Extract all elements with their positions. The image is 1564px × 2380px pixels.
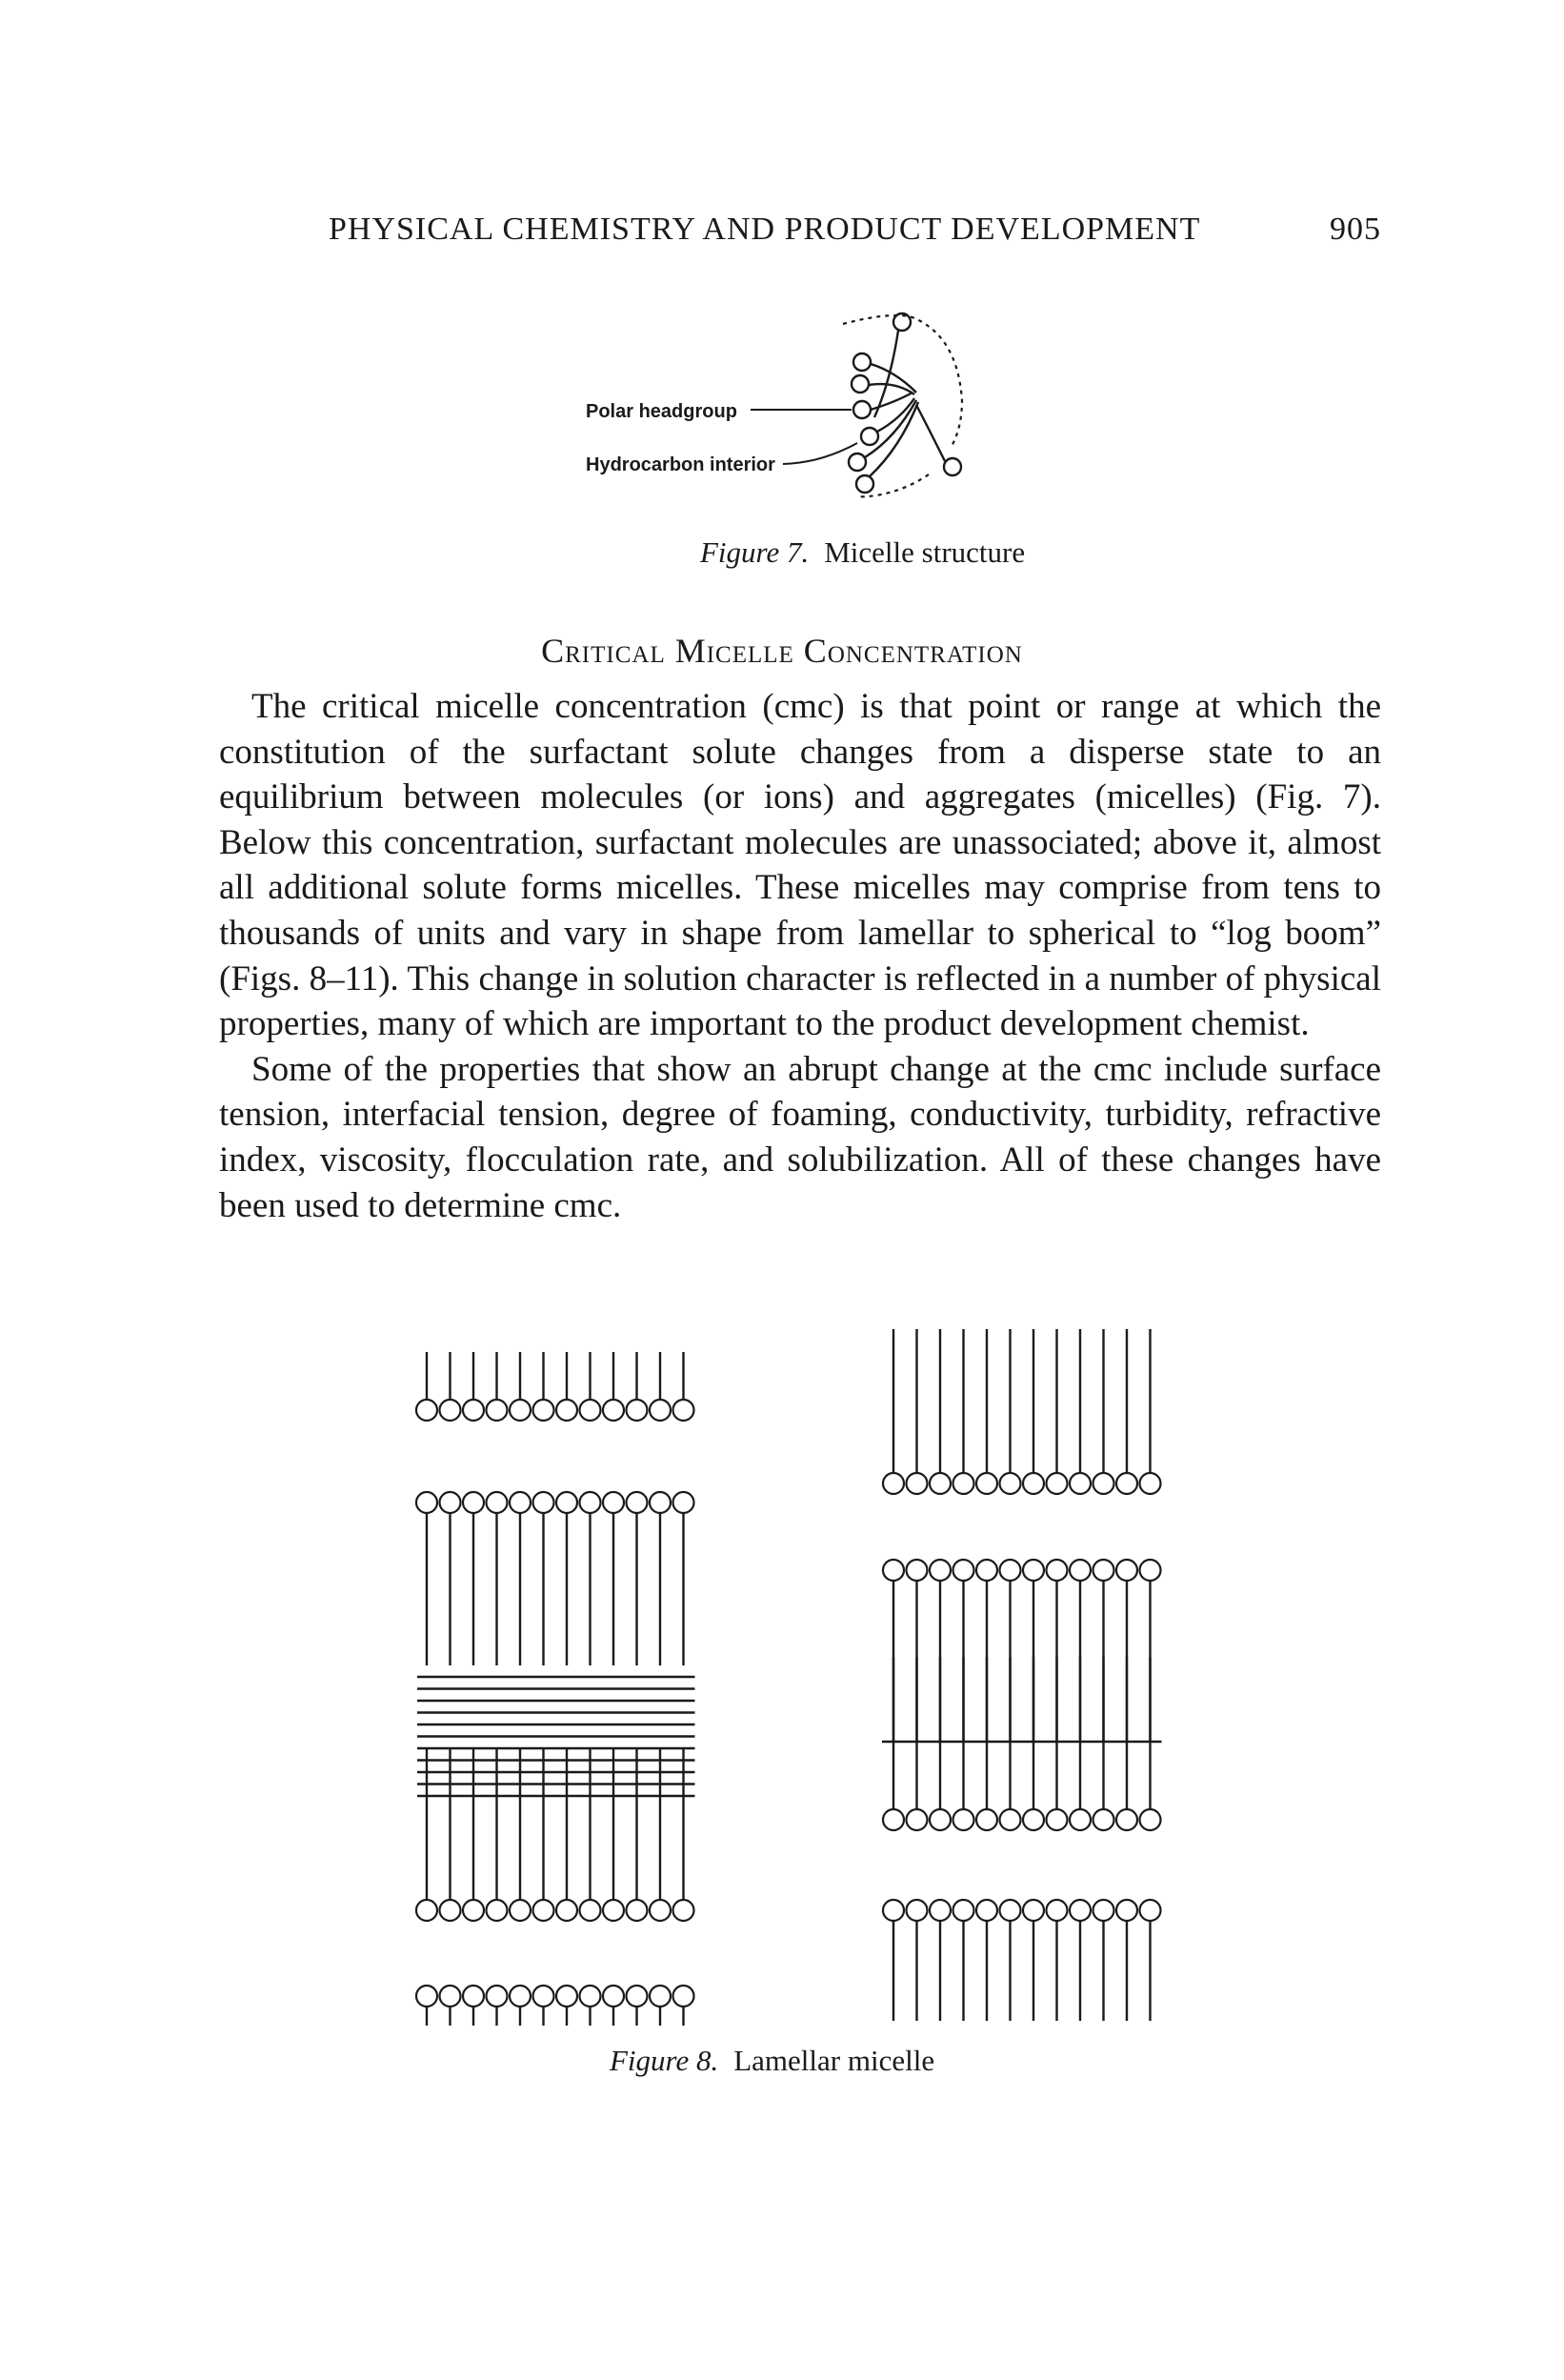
surfactant-headgroup xyxy=(1093,1473,1114,1494)
surfactant-headgroup xyxy=(627,1492,648,1513)
body-text xyxy=(219,684,1381,1228)
surfactant-headgroup xyxy=(1116,1809,1137,1830)
surfactant-headgroup xyxy=(673,1492,694,1513)
label-hydrocarbon-interior: Hydrocarbon interior xyxy=(586,454,775,475)
surfactant-headgroup xyxy=(556,1492,577,1513)
surfactant-headgroup xyxy=(1070,1900,1091,1921)
surfactant-headgroup xyxy=(510,1492,531,1513)
surfactant-headgroup xyxy=(1000,1809,1021,1830)
surfactant-headgroup xyxy=(603,1900,624,1921)
surfactant-headgroup xyxy=(627,1900,648,1921)
surfactant-headgroup xyxy=(556,1900,577,1921)
surfactant-headgroup xyxy=(1023,1560,1044,1581)
surfactant-headgroup xyxy=(533,1986,554,2007)
surfactant-headgroup xyxy=(1047,1473,1068,1494)
surfactant-headgroup xyxy=(603,1492,624,1513)
surfactant-headgroup xyxy=(1116,1560,1137,1581)
surfactant-headgroup xyxy=(1140,1473,1161,1494)
surfactant-headgroup xyxy=(1093,1809,1114,1830)
figure-7-caption-label: Figure 7. xyxy=(700,535,810,569)
surfactant-headgroup xyxy=(673,1900,694,1921)
surfactant-headgroup xyxy=(556,1400,577,1421)
surfactant-headgroup xyxy=(463,1492,484,1513)
surfactant-headgroup xyxy=(487,1492,508,1513)
surfactant-headgroup xyxy=(1116,1473,1137,1494)
surfactant-headgroup xyxy=(1023,1473,1044,1494)
surfactant-headgroup xyxy=(930,1809,951,1830)
surfactant-headgroup xyxy=(580,1492,601,1513)
surfactant-headgroup xyxy=(883,1900,904,1921)
surfactant-headgroup xyxy=(416,1492,437,1513)
surfactant-headgroup xyxy=(976,1473,997,1494)
surfactant-headgroup xyxy=(883,1809,904,1830)
surfactant-headgroup xyxy=(533,1400,554,1421)
headgroup xyxy=(893,313,911,331)
surfactant-headgroup xyxy=(673,1986,694,2007)
surfactant-headgroup xyxy=(487,1986,508,2007)
surfactant-headgroup xyxy=(930,1473,951,1494)
surfactant-headgroup xyxy=(580,1986,601,2007)
surfactant-headgroup xyxy=(1093,1900,1114,1921)
surfactant-headgroup xyxy=(673,1400,694,1421)
headgroup xyxy=(861,428,878,445)
surfactant-headgroup xyxy=(510,1900,531,1921)
surfactant-headgroup xyxy=(1000,1473,1021,1494)
surfactant-headgroup xyxy=(1000,1560,1021,1581)
surfactant-headgroup xyxy=(907,1560,928,1581)
surfactant-headgroup xyxy=(580,1400,601,1421)
surfactant-headgroup xyxy=(463,1900,484,1921)
surfactant-headgroup xyxy=(580,1900,601,1921)
surfactant-headgroup xyxy=(416,1986,437,2007)
surfactant-headgroup xyxy=(533,1492,554,1513)
surfactant-headgroup xyxy=(510,1986,531,2007)
surfactant-headgroup xyxy=(650,1900,671,1921)
figure-8-caption-label: Figure 8. xyxy=(610,2044,719,2077)
headgroup xyxy=(944,458,961,475)
surfactant-headgroup xyxy=(487,1900,508,1921)
figure-8-caption xyxy=(610,2044,934,2078)
surfactant-headgroup xyxy=(953,1560,974,1581)
surfactant-headgroup xyxy=(907,1809,928,1830)
page-number: 905 xyxy=(1330,212,1381,247)
surfactant-headgroup xyxy=(930,1900,951,1921)
figure-7-caption xyxy=(700,535,1025,570)
surfactant-headgroup xyxy=(1116,1900,1137,1921)
surfactant-headgroup xyxy=(1070,1809,1091,1830)
paragraph-2: Some of the properties that show an abrupt change at the cmc include surface tension, interfacial tension, degree of foaming, conductivity, turbidity, refractive index, viscosity, flocculation rate, and solubilization. All of these changes have been used to determine cmc. xyxy=(219,1049,1381,1225)
label-polar-headgroup: Polar headgroup xyxy=(586,401,737,422)
surfactant-headgroup xyxy=(953,1473,974,1494)
figure-8-caption-text: Lamellar micelle xyxy=(733,2044,935,2077)
hydrocarbon-tail xyxy=(877,398,914,432)
surfactant-headgroup xyxy=(1023,1900,1044,1921)
surfactant-headgroup xyxy=(1140,1809,1161,1830)
surfactant-headgroup xyxy=(603,1400,624,1421)
surfactant-headgroup xyxy=(907,1473,928,1494)
headgroup xyxy=(853,353,871,371)
surfactant-headgroup xyxy=(440,1492,461,1513)
surfactant-headgroup xyxy=(907,1900,928,1921)
surfactant-headgroup xyxy=(510,1400,531,1421)
surfactant-headgroup xyxy=(416,1900,437,1921)
surfactant-headgroup xyxy=(650,1986,671,2007)
figure-7-micelle-diagram xyxy=(571,286,1029,524)
surfactant-headgroup xyxy=(440,1900,461,1921)
leader-line-hydrocarbon xyxy=(783,443,857,464)
surfactant-headgroup xyxy=(883,1560,904,1581)
paragraph-1: The critical micelle concentration (cmc) is that point or range at which the constitution of the surfactant solute changes from a disperse state to an equilibrium between molecules (or ions) and aggregates (micelles) (Fig. 7). Below this concentration, surfactant molecules are unassociated; above it, almost all additional solute forms micelles. These micelles may comprise from tens to thousands of units and vary in shape from lamellar to spherical to “log boom” (Figs. 8–11). This change in solution character is reflected in a number of physical properties, many of which are important to the product development chemist. xyxy=(219,687,1381,1044)
surfactant-headgroup xyxy=(1070,1473,1091,1494)
surfactant-headgroup xyxy=(1047,1560,1068,1581)
surfactant-headgroup xyxy=(953,1809,974,1830)
surfactant-headgroup xyxy=(556,1986,577,2007)
surfactant-headgroup xyxy=(533,1900,554,1921)
surfactant-headgroup xyxy=(976,1560,997,1581)
headgroup xyxy=(849,454,866,471)
surfactant-headgroup xyxy=(1023,1809,1044,1830)
surfactant-headgroup xyxy=(1047,1900,1068,1921)
surfactant-headgroup xyxy=(1070,1560,1091,1581)
hydrocarbon-tail xyxy=(871,364,916,393)
figure-7-caption-text: Micelle structure xyxy=(824,535,1026,569)
headgroup xyxy=(853,401,871,418)
surfactant-headgroup xyxy=(603,1986,624,2007)
running-head xyxy=(329,212,1381,257)
surfactant-headgroup xyxy=(1047,1809,1068,1830)
surfactant-headgroup xyxy=(627,1986,648,2007)
surfactant-headgroup xyxy=(650,1492,671,1513)
surfactant-headgroup xyxy=(416,1400,437,1421)
surfactant-headgroup xyxy=(440,1986,461,2007)
surfactant-headgroup xyxy=(463,1986,484,2007)
figure-8-lamellar-diagram xyxy=(381,1329,1200,2034)
surfactant-headgroup xyxy=(976,1900,997,1921)
section-heading: Critical Micelle Concentration xyxy=(541,632,1023,670)
surfactant-headgroup xyxy=(953,1900,974,1921)
surfactant-headgroup xyxy=(650,1400,671,1421)
surfactant-headgroup xyxy=(487,1400,508,1421)
surfactant-headgroup xyxy=(883,1473,904,1494)
running-head-title: PHYSICAL CHEMISTRY AND PRODUCT DEVELOPMENT xyxy=(329,212,1201,247)
headgroup xyxy=(856,475,873,493)
surfactant-headgroup xyxy=(440,1400,461,1421)
headgroup xyxy=(852,375,869,393)
hydrocarbon-tail xyxy=(916,405,945,461)
surfactant-headgroup xyxy=(463,1400,484,1421)
surfactant-headgroup xyxy=(930,1560,951,1581)
surfactant-headgroup xyxy=(976,1809,997,1830)
surfactant-headgroup xyxy=(1093,1560,1114,1581)
surfactant-headgroup xyxy=(1000,1900,1021,1921)
surfactant-headgroup xyxy=(1140,1560,1161,1581)
surfactant-headgroup xyxy=(627,1400,648,1421)
surfactant-headgroup xyxy=(1140,1900,1161,1921)
